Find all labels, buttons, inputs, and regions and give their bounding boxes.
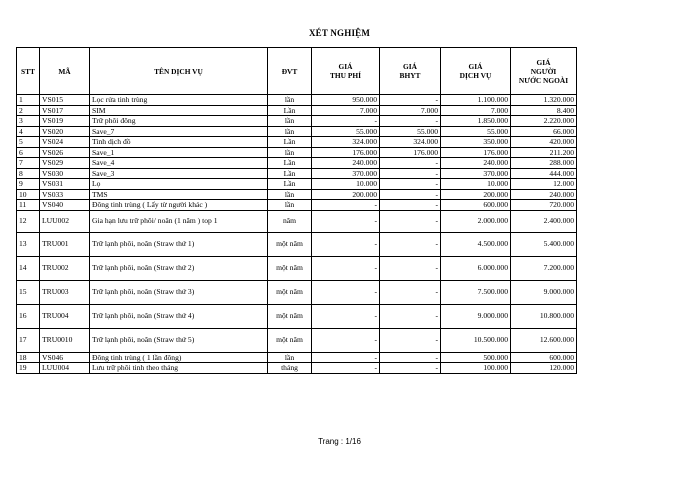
cell-gia-thu-phi: - (312, 210, 380, 232)
table-row (17, 168, 577, 179)
cell-gia-dich-vu: 7.000 (441, 105, 511, 116)
cell-gia-thu-phi: 10.000 (312, 179, 380, 190)
cell-dvt: Lần (268, 179, 312, 190)
header-dvt: ĐVT (268, 48, 312, 95)
cell-stt: 9 (17, 179, 40, 190)
cell-stt: 19 (17, 363, 40, 374)
cell-ten-dich-vu: Trữ lạnh phôi, noãn (Straw thứ 5) (90, 328, 268, 352)
cell-gia-nguoi-nuoc-ngoai: 211.200 (511, 147, 577, 158)
cell-stt: 15 (17, 280, 40, 304)
cell-ten-dich-vu: Save_4 (90, 158, 268, 169)
cell-ma: LUU004 (40, 363, 90, 374)
cell-ma: LUU002 (40, 210, 90, 232)
cell-gia-thu-phi: 55.000 (312, 126, 380, 137)
cell-gia-bhyt: - (380, 363, 441, 374)
cell-stt: 8 (17, 168, 40, 179)
cell-stt: 12 (17, 210, 40, 232)
cell-gia-thu-phi: 200.000 (312, 189, 380, 200)
cell-dvt: tháng (268, 363, 312, 374)
cell-gia-thu-phi: 950.000 (312, 95, 380, 106)
cell-gia-thu-phi: 176.000 (312, 147, 380, 158)
header-gia-dich-vu: GIÁ DỊCH VỤ (441, 48, 511, 95)
cell-ma: VS017 (40, 105, 90, 116)
cell-ten-dich-vu: Trữ lạnh phôi, noãn (Straw thứ 1) (90, 232, 268, 256)
cell-gia-thu-phi: - (312, 232, 380, 256)
cell-ma: VS040 (40, 200, 90, 211)
table-row (17, 158, 577, 169)
cell-ma: TRU003 (40, 280, 90, 304)
cell-stt: 2 (17, 105, 40, 116)
cell-gia-dich-vu: 10.500.000 (441, 328, 511, 352)
cell-ten-dich-vu: Save_1 (90, 147, 268, 158)
cell-gia-nguoi-nuoc-ngoai: 12.600.000 (511, 328, 577, 352)
cell-dvt: lần (268, 126, 312, 137)
table-row (17, 363, 577, 374)
cell-ma: VS026 (40, 147, 90, 158)
cell-ten-dich-vu: Đông tinh trùng ( 1 lần đông) (90, 352, 268, 363)
cell-dvt: năm (268, 210, 312, 232)
cell-dvt: Lần (268, 158, 312, 169)
cell-gia-nguoi-nuoc-ngoai: 7.200.000 (511, 256, 577, 280)
cell-gia-dich-vu: 370.000 (441, 168, 511, 179)
cell-gia-nguoi-nuoc-ngoai: 10.800.000 (511, 304, 577, 328)
cell-stt: 7 (17, 158, 40, 169)
cell-ten-dich-vu: SIM (90, 105, 268, 116)
cell-gia-bhyt: - (380, 232, 441, 256)
header-ten-dich-vu: TÊN DỊCH VỤ (90, 48, 268, 95)
cell-gia-bhyt: 55.000 (380, 126, 441, 137)
cell-dvt: một năm (268, 232, 312, 256)
cell-gia-bhyt: - (380, 210, 441, 232)
table-row (17, 200, 577, 211)
cell-ten-dich-vu: Tinh dịch đồ (90, 137, 268, 148)
cell-ten-dich-vu: Trữ lạnh phôi, noãn (Straw thứ 4) (90, 304, 268, 328)
cell-gia-thu-phi: 240.000 (312, 158, 380, 169)
cell-gia-bhyt: - (380, 304, 441, 328)
cell-ten-dich-vu: Lọ (90, 179, 268, 190)
cell-ten-dich-vu: Trữ lạnh phôi, noãn (Straw thứ 2) (90, 256, 268, 280)
cell-gia-dich-vu: 200.000 (441, 189, 511, 200)
table-row (17, 232, 577, 256)
cell-ma: VS024 (40, 137, 90, 148)
cell-gia-bhyt: - (380, 189, 441, 200)
cell-dvt: lần (268, 189, 312, 200)
cell-gia-thu-phi: - (312, 328, 380, 352)
table-row (17, 137, 577, 148)
cell-gia-nguoi-nuoc-ngoai: 120.000 (511, 363, 577, 374)
cell-ma: VS046 (40, 352, 90, 363)
cell-ten-dich-vu: Trữ lạnh phôi, noãn (Straw thứ 3) (90, 280, 268, 304)
cell-gia-dich-vu: 10.000 (441, 179, 511, 190)
cell-ma: VS020 (40, 126, 90, 137)
cell-stt: 13 (17, 232, 40, 256)
cell-ten-dich-vu: Gia hạn lưu trữ phôi/ noãn (1 năm ) top 1 (90, 210, 268, 232)
cell-gia-thu-phi: 370.000 (312, 168, 380, 179)
cell-stt: 18 (17, 352, 40, 363)
cell-gia-nguoi-nuoc-ngoai: 5.400.000 (511, 232, 577, 256)
table-row (17, 95, 577, 106)
cell-ma: VS029 (40, 158, 90, 169)
header-gia-bhyt: GIÁ BHYT (380, 48, 441, 95)
cell-dvt: lần (268, 352, 312, 363)
cell-gia-nguoi-nuoc-ngoai: 420.000 (511, 137, 577, 148)
cell-ten-dich-vu: Đông tinh trùng ( Lấy từ người khác ) (90, 200, 268, 211)
cell-dvt: một năm (268, 304, 312, 328)
cell-gia-dich-vu: 100.000 (441, 363, 511, 374)
cell-gia-nguoi-nuoc-ngoai: 9.000.000 (511, 280, 577, 304)
cell-gia-bhyt: - (380, 158, 441, 169)
page-number: Trang : 1/16 (318, 437, 361, 446)
cell-dvt: lần (268, 116, 312, 127)
table-row (17, 105, 577, 116)
service-price-table (16, 47, 577, 374)
cell-ma: VS015 (40, 95, 90, 106)
cell-gia-bhyt: - (380, 116, 441, 127)
cell-gia-bhyt: 7.000 (380, 105, 441, 116)
cell-gia-dich-vu: 600.000 (441, 200, 511, 211)
cell-dvt: lần (268, 95, 312, 106)
cell-stt: 16 (17, 304, 40, 328)
header-stt: STT (17, 48, 40, 95)
cell-gia-dich-vu: 1.100.000 (441, 95, 511, 106)
cell-ten-dich-vu: Save_3 (90, 168, 268, 179)
cell-dvt: Lần (268, 168, 312, 179)
cell-gia-bhyt: - (380, 256, 441, 280)
cell-ma: TRU002 (40, 256, 90, 280)
table-row (17, 179, 577, 190)
cell-gia-thu-phi: - (312, 116, 380, 127)
cell-gia-bhyt: - (380, 95, 441, 106)
cell-gia-bhyt: - (380, 200, 441, 211)
cell-gia-nguoi-nuoc-ngoai: 288.000 (511, 158, 577, 169)
cell-gia-bhyt: 176.000 (380, 147, 441, 158)
table-body (17, 95, 577, 374)
cell-gia-bhyt: - (380, 168, 441, 179)
table-row (17, 304, 577, 328)
cell-gia-nguoi-nuoc-ngoai: 2.400.000 (511, 210, 577, 232)
cell-gia-bhyt: 324.000 (380, 137, 441, 148)
table-row (17, 280, 577, 304)
cell-gia-bhyt: - (380, 280, 441, 304)
cell-ten-dich-vu: Lọc rửa tinh trùng (90, 95, 268, 106)
cell-gia-thu-phi: - (312, 304, 380, 328)
header-gia-thu-phi: GIÁ THU PHÍ (312, 48, 380, 95)
cell-gia-nguoi-nuoc-ngoai: 8.400 (511, 105, 577, 116)
cell-gia-nguoi-nuoc-ngoai: 720.000 (511, 200, 577, 211)
cell-dvt: Lần (268, 105, 312, 116)
cell-ten-dich-vu: TMS (90, 189, 268, 200)
cell-gia-thu-phi: 324.000 (312, 137, 380, 148)
cell-ma: VS030 (40, 168, 90, 179)
cell-gia-nguoi-nuoc-ngoai: 240.000 (511, 189, 577, 200)
table-row (17, 328, 577, 352)
cell-ma: TRU004 (40, 304, 90, 328)
cell-gia-dich-vu: 4.500.000 (441, 232, 511, 256)
table-row (17, 189, 577, 200)
cell-stt: 4 (17, 126, 40, 137)
cell-stt: 11 (17, 200, 40, 211)
cell-gia-thu-phi: 7.000 (312, 105, 380, 116)
cell-dvt: lần (268, 200, 312, 211)
cell-gia-dich-vu: 500.000 (441, 352, 511, 363)
cell-dvt: một năm (268, 328, 312, 352)
table-row (17, 210, 577, 232)
cell-gia-thu-phi: - (312, 280, 380, 304)
cell-ten-dich-vu: Lưu trữ phôi tinh theo tháng (90, 363, 268, 374)
cell-gia-nguoi-nuoc-ngoai: 12.000 (511, 179, 577, 190)
cell-stt: 3 (17, 116, 40, 127)
table-row (17, 256, 577, 280)
cell-gia-dich-vu: 2.000.000 (441, 210, 511, 232)
cell-ma: TRU0010 (40, 328, 90, 352)
cell-gia-nguoi-nuoc-ngoai: 444.000 (511, 168, 577, 179)
cell-dvt: lần (268, 147, 312, 158)
cell-ma: VS019 (40, 116, 90, 127)
header-gia-nguoi-nuoc-ngoai: GIÁ NGƯỜI NƯỚC NGOÀI (511, 48, 577, 95)
cell-gia-nguoi-nuoc-ngoai: 1.320.000 (511, 95, 577, 106)
cell-dvt: một năm (268, 280, 312, 304)
cell-stt: 14 (17, 256, 40, 280)
cell-stt: 1 (17, 95, 40, 106)
table-row (17, 126, 577, 137)
cell-gia-bhyt: - (380, 179, 441, 190)
page-title: XÉT NGHIỆM (308, 28, 371, 38)
cell-gia-nguoi-nuoc-ngoai: 66.000 (511, 126, 577, 137)
table-row (17, 352, 577, 363)
cell-gia-dich-vu: 7.500.000 (441, 280, 511, 304)
header-ma: MÃ (40, 48, 90, 95)
cell-ma: TRU001 (40, 232, 90, 256)
cell-gia-dich-vu: 350.000 (441, 137, 511, 148)
cell-gia-bhyt: - (380, 352, 441, 363)
cell-ma: VS033 (40, 189, 90, 200)
cell-gia-dich-vu: 9.000.000 (441, 304, 511, 328)
cell-stt: 10 (17, 189, 40, 200)
table-row (17, 116, 577, 127)
cell-ten-dich-vu: Save_7 (90, 126, 268, 137)
cell-gia-nguoi-nuoc-ngoai: 600.000 (511, 352, 577, 363)
cell-gia-dich-vu: 1.850.000 (441, 116, 511, 127)
cell-gia-dich-vu: 176.000 (441, 147, 511, 158)
cell-gia-dich-vu: 55.000 (441, 126, 511, 137)
cell-ten-dich-vu: Trữ phôi đông (90, 116, 268, 127)
cell-gia-thu-phi: - (312, 256, 380, 280)
cell-gia-thu-phi: - (312, 352, 380, 363)
cell-dvt: một năm (268, 256, 312, 280)
cell-gia-bhyt: - (380, 328, 441, 352)
cell-stt: 5 (17, 137, 40, 148)
cell-gia-dich-vu: 240.000 (441, 158, 511, 169)
cell-ma: VS031 (40, 179, 90, 190)
cell-gia-dich-vu: 6.000.000 (441, 256, 511, 280)
table-row (17, 147, 577, 158)
cell-gia-thu-phi: - (312, 363, 380, 374)
cell-gia-thu-phi: - (312, 200, 380, 211)
cell-gia-nguoi-nuoc-ngoai: 2.220.000 (511, 116, 577, 127)
cell-dvt: Lần (268, 137, 312, 148)
cell-stt: 17 (17, 328, 40, 352)
cell-stt: 6 (17, 147, 40, 158)
table-header-row (17, 48, 577, 95)
